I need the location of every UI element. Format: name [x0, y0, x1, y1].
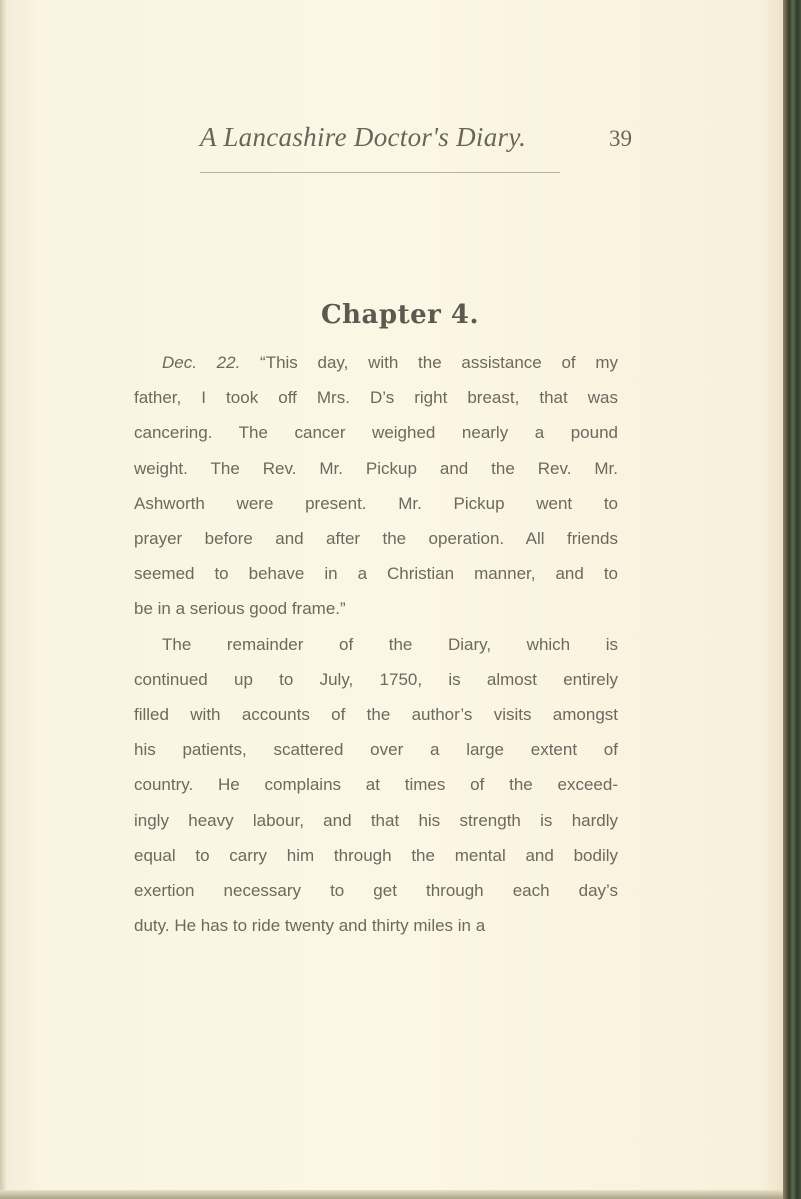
text-line: father, I took off Mrs. D’s right breast, that was	[134, 388, 618, 408]
text-line: his patients, scattered over a large extent of	[134, 740, 618, 760]
text-line: seemed to behave in a Christian manner, and to	[134, 564, 618, 584]
header-rule	[200, 172, 560, 173]
book-binding-edge	[783, 0, 801, 1199]
text-line: cancering. The cancer weighed nearly a pound	[134, 423, 618, 443]
chapter-heading: Chapter 4.	[320, 300, 480, 330]
text-line: continued up to July, 1750, is almost entirely	[134, 669, 618, 689]
text-line: prayer before and after the operation. All friends	[134, 529, 618, 549]
page-number: 39	[609, 126, 632, 151]
text-line: Ashworth were present. Mr. Pickup went to	[134, 493, 618, 513]
body-text	[134, 345, 618, 943]
text-line: be in a serious good frame.”	[134, 599, 346, 619]
text-line: Dec. 22. “This day, with the assistance of my	[162, 353, 618, 372]
text-line: weight. The Rev. Mr. Pickup and the Rev. Mr.	[134, 458, 618, 478]
text-line: filled with accounts of the author’s visits amongst	[134, 705, 618, 725]
page-left-edge	[0, 0, 6, 1199]
text-line: country. He complains at times of the exceed-	[134, 775, 618, 795]
text-line: equal to carry him through the mental and bodily	[134, 845, 618, 865]
text-line: The remainder of the Diary, which is	[162, 634, 618, 654]
text-line: duty. He has to ride twenty and thirty miles in a	[134, 916, 486, 936]
page-bottom-edge	[0, 1190, 783, 1199]
running-head	[136, 122, 664, 162]
diary-date: Dec. 22.	[162, 353, 241, 372]
text-line: exertion necessary to get through each day’s	[134, 881, 618, 901]
text-line: ingly heavy labour, and that his strength is hardly	[134, 810, 618, 830]
running-head-title: A Lancashire Doctor's Diary.	[200, 122, 527, 152]
